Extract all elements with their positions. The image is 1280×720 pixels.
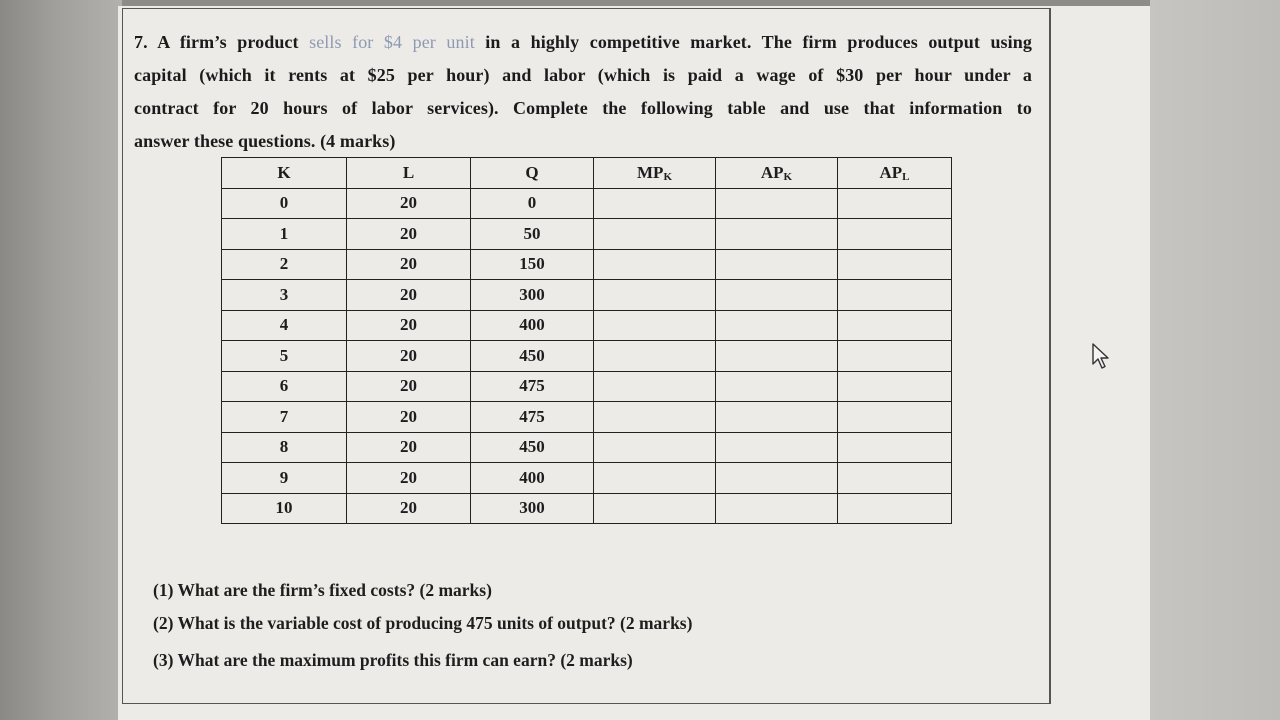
cell-q: 400: [471, 310, 594, 341]
header-mpk: MPK: [594, 158, 716, 189]
table-body: [222, 188, 952, 524]
cell-apk: [716, 371, 838, 402]
cell-apl: [838, 280, 952, 311]
cell-l: 20: [347, 249, 471, 280]
cell-q: 150: [471, 249, 594, 280]
cell-apk: [716, 493, 838, 524]
cell-apk: [716, 341, 838, 372]
cell-k: 0: [222, 188, 347, 219]
question-line-3: contract for 20 hours of labor services). Complete the following table and use that information to: [134, 98, 1032, 118]
cell-mpk: [594, 493, 716, 524]
cell-mpk: [594, 341, 716, 372]
cell-mpk: [594, 188, 716, 219]
cell-k: 4: [222, 310, 347, 341]
table-row: [222, 249, 952, 280]
cell-q: 300: [471, 493, 594, 524]
cell-mpk: [594, 463, 716, 494]
header-k: K: [222, 158, 347, 189]
cell-q: 300: [471, 280, 594, 311]
cell-apl: [838, 402, 952, 433]
cell-q: 50: [471, 219, 594, 250]
cell-l: 20: [347, 219, 471, 250]
table-row: [222, 432, 952, 463]
cell-mpk: [594, 402, 716, 433]
cell-k: 7: [222, 402, 347, 433]
cell-apl: [838, 371, 952, 402]
cell-q: 450: [471, 341, 594, 372]
cell-mpk: [594, 310, 716, 341]
cell-l: 20: [347, 371, 471, 402]
cell-k: 6: [222, 371, 347, 402]
question-line-1: 7. A firm’s product sells for $4 per unit in a highly competitive market. The firm produces output using: [134, 32, 1032, 52]
cell-apk: [716, 219, 838, 250]
cell-apl: [838, 493, 952, 524]
cell-mpk: [594, 219, 716, 250]
cell-apk: [716, 188, 838, 219]
cell-q: 400: [471, 463, 594, 494]
production-table: [221, 157, 952, 524]
monitor-bezel-left: [0, 0, 122, 720]
cell-mpk: [594, 432, 716, 463]
cell-l: 20: [347, 432, 471, 463]
cell-l: 20: [347, 188, 471, 219]
cell-apk: [716, 463, 838, 494]
table-row: [222, 463, 952, 494]
cell-l: 20: [347, 341, 471, 372]
header-q: Q: [471, 158, 594, 189]
cell-k: 1: [222, 219, 347, 250]
pointer-cursor-icon: [1090, 342, 1114, 370]
cell-l: 20: [347, 310, 471, 341]
header-apl: APL: [838, 158, 952, 189]
subquestion-3: (3) What are the maximum profits this firm can earn? (2 marks): [153, 650, 633, 670]
cell-k: 2: [222, 249, 347, 280]
cell-k: 10: [222, 493, 347, 524]
cell-apk: [716, 432, 838, 463]
header-l: L: [347, 158, 471, 189]
table-header-row: [222, 158, 952, 189]
subquestion-1: (1) What are the firm’s fixed costs? (2 marks): [153, 580, 492, 600]
cell-k: 5: [222, 341, 347, 372]
table-row: [222, 188, 952, 219]
cell-q: 475: [471, 402, 594, 433]
cell-q: 450: [471, 432, 594, 463]
cell-k: 8: [222, 432, 347, 463]
table-row: [222, 280, 952, 311]
monitor-bezel-right: [1150, 0, 1280, 720]
cell-apl: [838, 310, 952, 341]
cell-q: 475: [471, 371, 594, 402]
cell-k: 3: [222, 280, 347, 311]
question-text: [134, 26, 1032, 158]
cell-apl: [838, 188, 952, 219]
cell-mpk: [594, 249, 716, 280]
cell-apl: [838, 219, 952, 250]
cell-apk: [716, 249, 838, 280]
question-line-2: capital (which it rents at $25 per hour) and labor (which is paid a wage of $30 per hour under a: [134, 65, 1032, 85]
cell-mpk: [594, 371, 716, 402]
cell-l: 20: [347, 402, 471, 433]
cell-l: 20: [347, 280, 471, 311]
cell-apk: [716, 280, 838, 311]
cell-apl: [838, 341, 952, 372]
table-row: [222, 402, 952, 433]
cell-q: 0: [471, 188, 594, 219]
table-row: [222, 371, 952, 402]
cell-l: 20: [347, 493, 471, 524]
cell-mpk: [594, 280, 716, 311]
cell-l: 20: [347, 463, 471, 494]
cell-apl: [838, 463, 952, 494]
cell-k: 9: [222, 463, 347, 494]
table-row: [222, 310, 952, 341]
cell-apl: [838, 432, 952, 463]
question-line-4: answer these questions. (4 marks): [134, 131, 396, 151]
cell-apk: [716, 310, 838, 341]
table-row: [222, 341, 952, 372]
table-row: [222, 493, 952, 524]
cell-apl: [838, 249, 952, 280]
cell-apk: [716, 402, 838, 433]
table-row: [222, 219, 952, 250]
header-apk: APK: [716, 158, 838, 189]
subquestion-2: (2) What is the variable cost of producing 475 units of output? (2 marks): [153, 613, 693, 633]
